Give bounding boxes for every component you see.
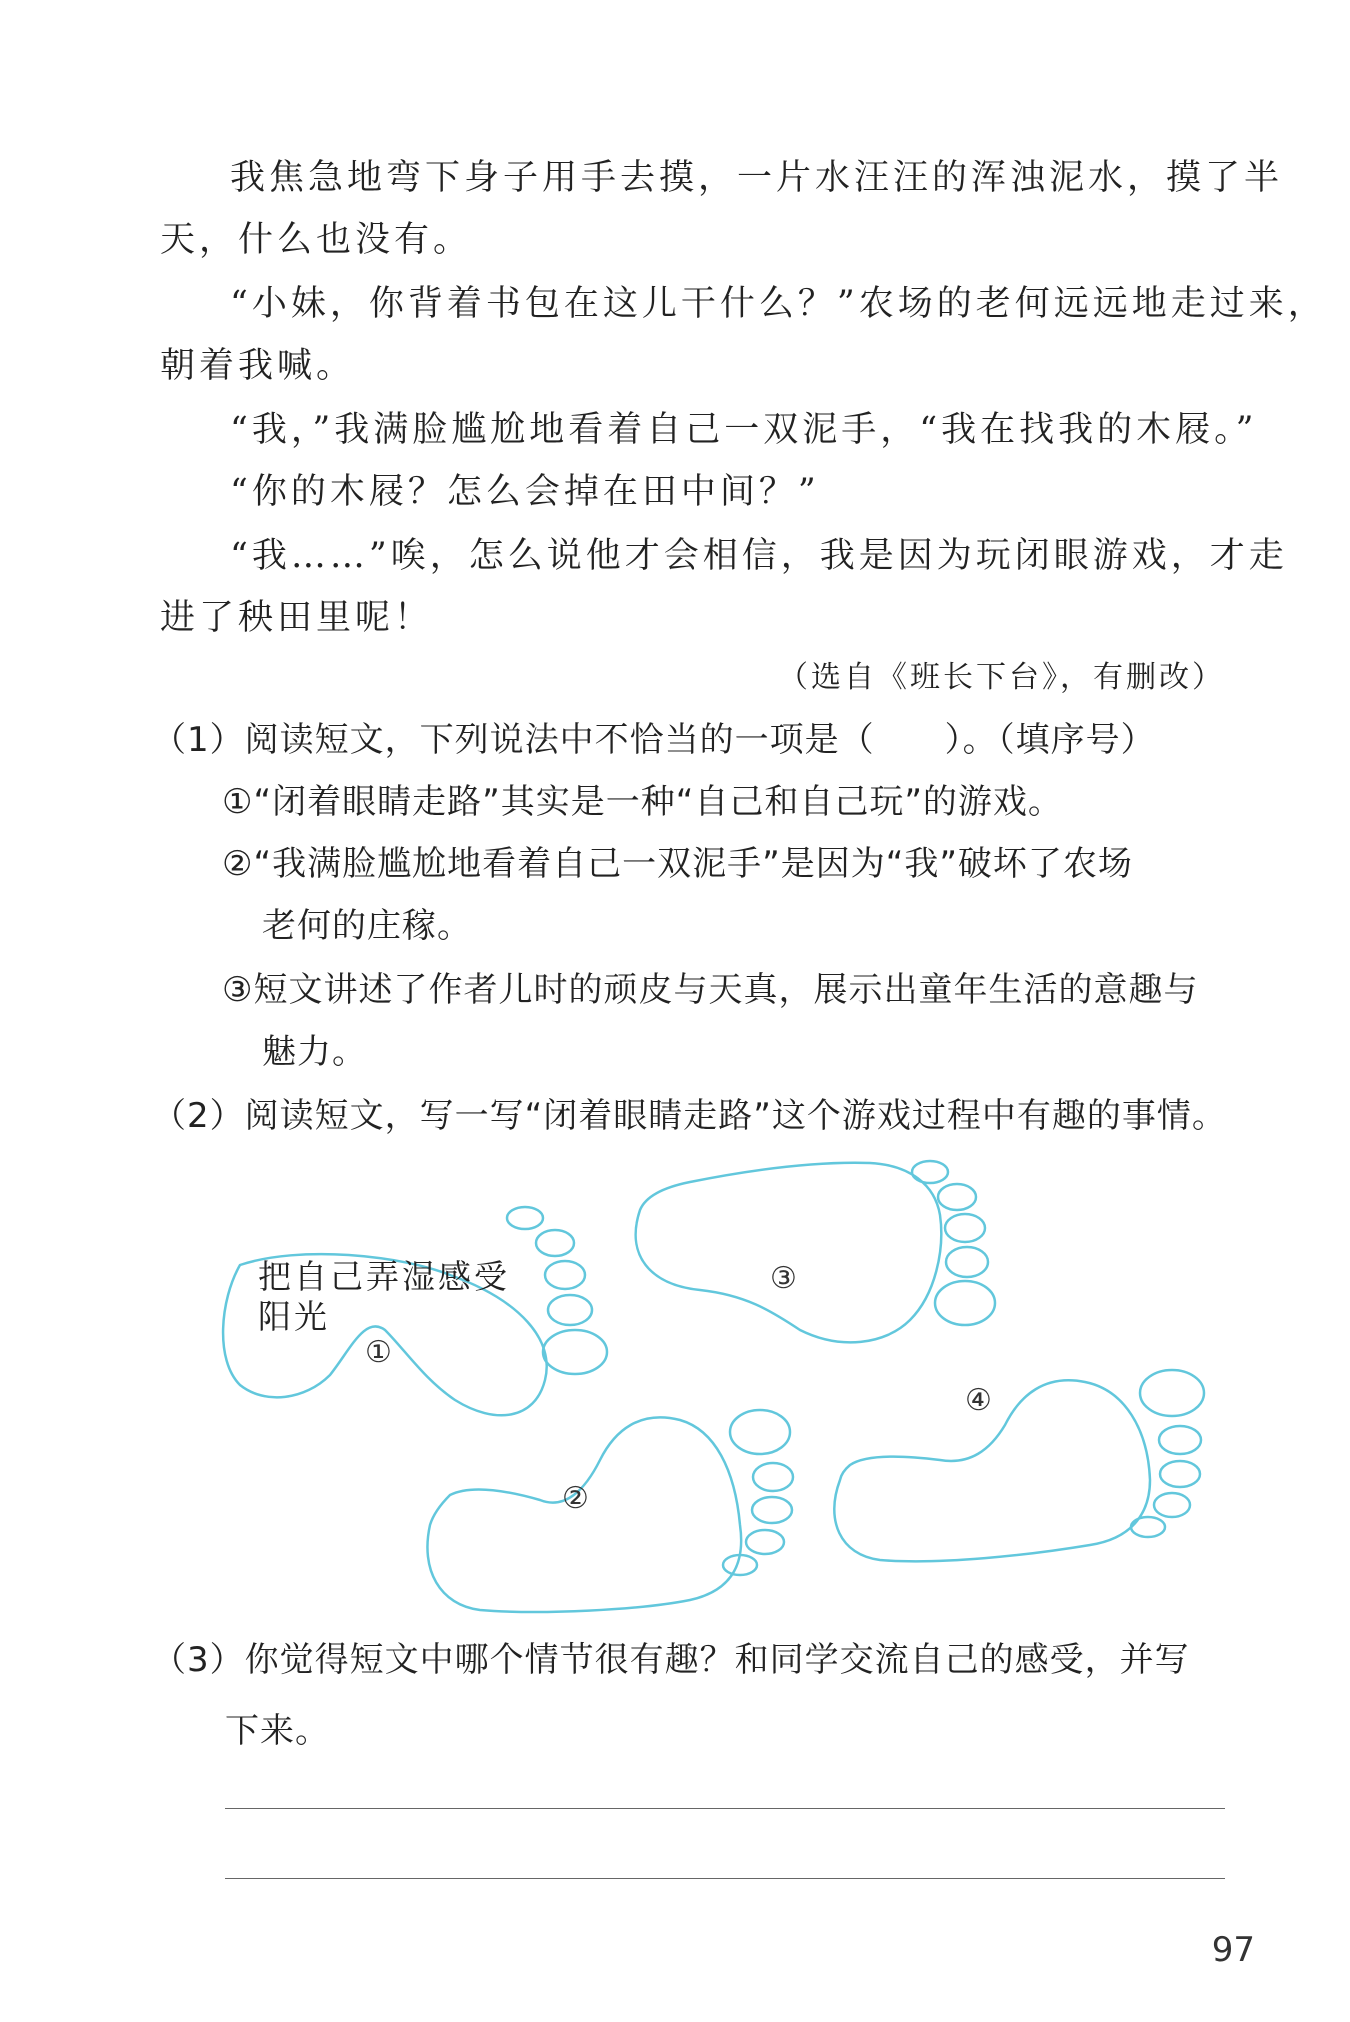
footprint-4-number: ④ <box>965 1383 992 1418</box>
q2-stem: （2）阅读短文，写一写“闭着眼睛走路”这个游戏过程中有趣的事情。 <box>152 1096 1227 1136</box>
q3-stem-line1: （3）你觉得短文中哪个情节很有趣？和同学交流自己的感受，并写 <box>152 1640 1190 1680</box>
story-p2-line1: “小妹，你背着书包在这儿干什么？”农场的老何远远地走过来， <box>230 284 1327 324</box>
q1-option-2a: ②“我满脸尴尬地看着自己一双泥手”是因为“我”破坏了农场 <box>222 844 1133 884</box>
q1-option-3b: 魅力。 <box>262 1032 367 1072</box>
story-p2-line2: 朝着我喊。 <box>160 346 356 386</box>
footprint-1-number: ① <box>365 1335 392 1370</box>
footprint-4[interactable] <box>834 1370 1204 1561</box>
story-p5-line2: 进了秧田里呢！ <box>160 598 434 638</box>
story-source: （选自《班长下台》，有删改） <box>778 660 1225 695</box>
footprint-2-number: ② <box>562 1481 589 1516</box>
footprint-3[interactable] <box>636 1161 995 1342</box>
footprint-3-number: ③ <box>770 1261 797 1296</box>
q1-option-3a: ③短文讲述了作者儿时的顽皮与天真，展示出童年生活的意趣与 <box>222 970 1199 1010</box>
footprint-2[interactable] <box>427 1410 793 1612</box>
footprint-1-answer-line2: 阳光 <box>258 1297 330 1336</box>
story-p1-line1: 我焦急地弯下身子用手去摸，一片水汪汪的浑浊泥水，摸了半 <box>230 158 1284 198</box>
q3-answer-line-2[interactable] <box>225 1878 1225 1879</box>
story-p1-line2: 天，什么也没有。 <box>160 220 473 260</box>
q3-stem-line2: 下来。 <box>225 1711 330 1751</box>
footprint-1-answer <box>258 1257 510 1337</box>
page-number: 97 <box>1211 1930 1255 1970</box>
q1-stem-a: （1）阅读短文，下列说法中不恰当的一项是（ <box>152 720 875 760</box>
footprint-1-answer-line1: 把自己弄湿感受 <box>258 1257 510 1296</box>
story-p3: “我，”我满脸尴尬地看着自己一双泥手，“我在找我的木屐。” <box>230 410 1258 450</box>
q1-option-1: ①“闭着眼睛走路”其实是一种“自己和自己玩”的游戏。 <box>222 782 1063 822</box>
story-p5-line1: “我……”唉，怎么说他才会相信，我是因为玩闭眼游戏，才走 <box>230 536 1288 576</box>
q3-answer-line-1[interactable] <box>225 1808 1225 1809</box>
story-p4: “你的木屐？怎么会掉在田中间？” <box>230 472 820 512</box>
q1-stem-b: ）。（填序号） <box>944 720 1156 760</box>
q1-option-2b: 老何的庄稼。 <box>262 906 472 946</box>
